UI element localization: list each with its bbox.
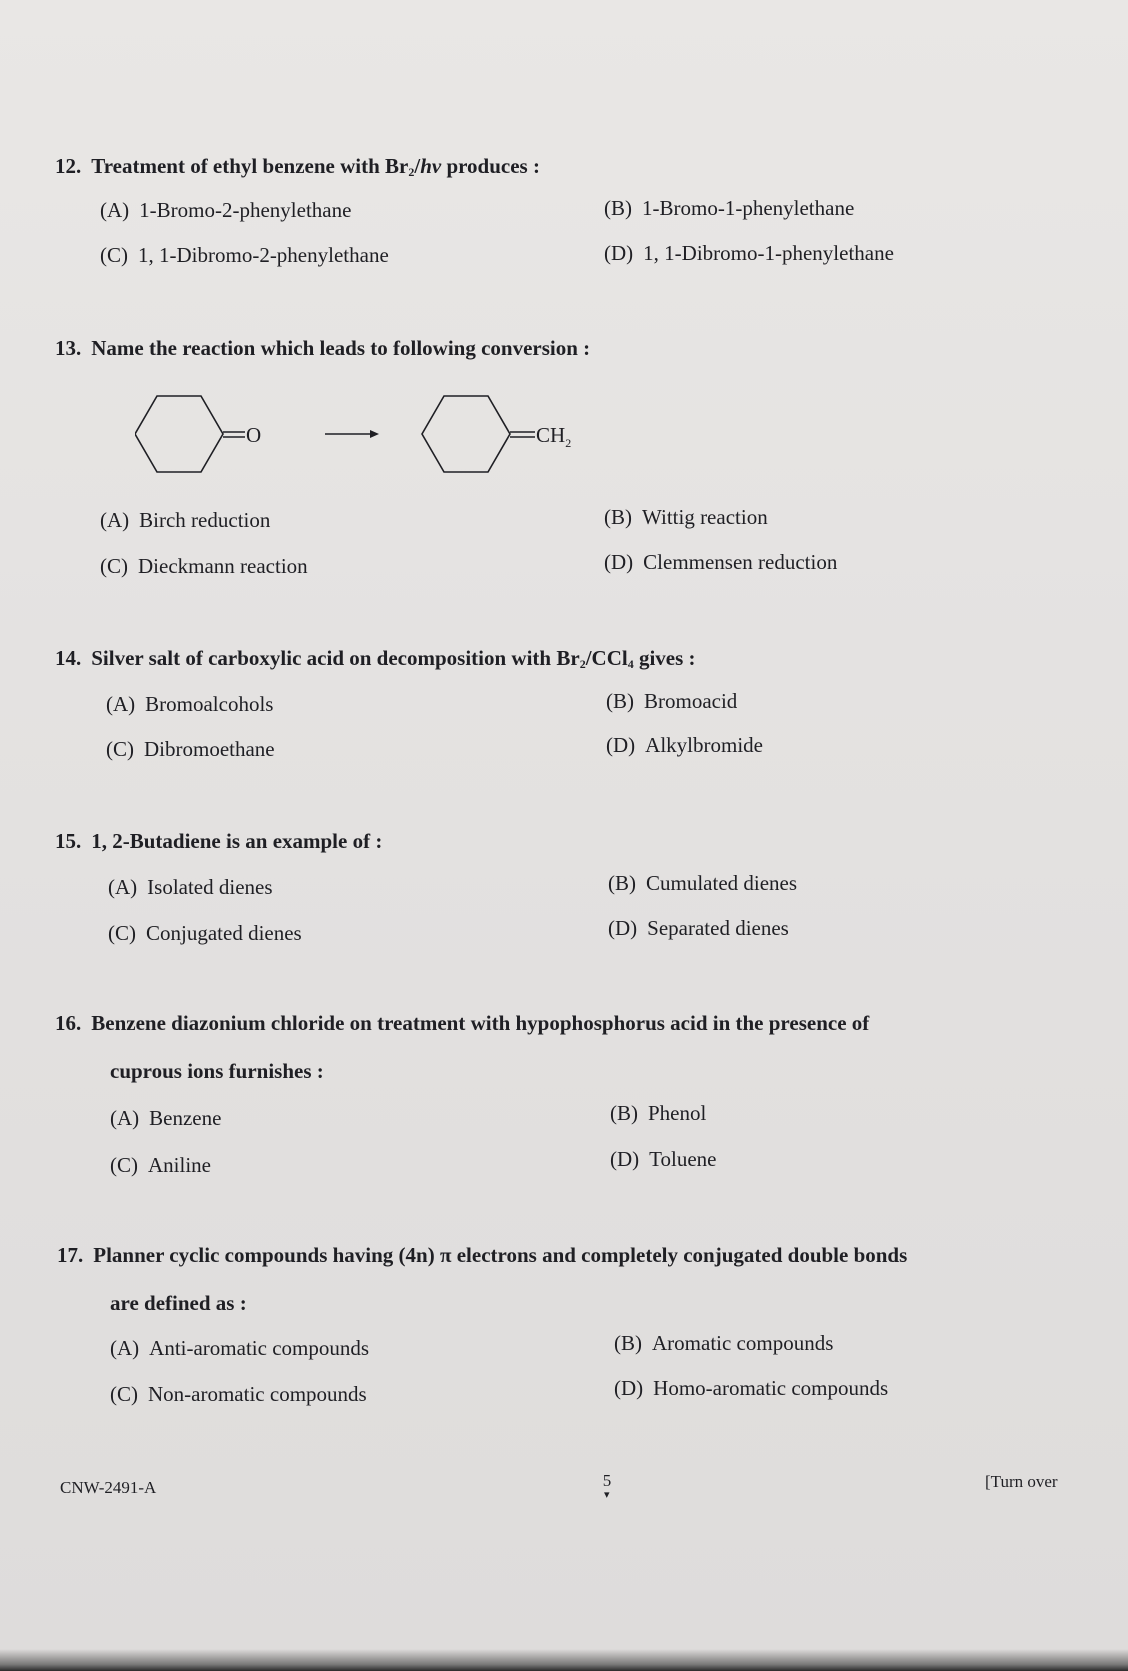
- question-number: 14.: [55, 646, 82, 670]
- option-d: (D) Separated dienes: [608, 916, 789, 940]
- turn-over-note: [Turn over: [985, 1472, 1058, 1491]
- question-13-stem: 13. Name the reaction which leads to following conversion :: [55, 336, 591, 360]
- page-number: 5: [602, 1471, 612, 1490]
- question-number: 13.: [55, 336, 82, 360]
- question-12-stem: 12. Treatment of ethyl benzene with $Br_2/hv$ produces :: [55, 154, 540, 179]
- option-d: (D) Toluene: [610, 1147, 717, 1171]
- cyclohexanone-structure: [135, 396, 245, 472]
- option-d: (D) Clemmensen reduction: [604, 550, 838, 574]
- option-b: (B) Aromatic compounds: [614, 1331, 834, 1355]
- option-d: (D) Homo-aromatic compounds: [614, 1376, 889, 1400]
- question-number: 17.: [57, 1243, 84, 1267]
- scan-edge-shadow: [0, 1649, 1128, 1671]
- down-triangle-icon: ▾: [604, 1489, 610, 1501]
- option-d: (D) 1, 1-Dibromo-1-phenylethane: [604, 241, 894, 265]
- option-b: (B) Wittig reaction: [604, 505, 768, 529]
- option-c: (C) 1, 1-Dibromo-2-phenylethane: [100, 243, 389, 267]
- question-16-stem: 16. Benzene diazonium chloride on treatment with hypophosphorus acid in the presence of: [55, 1011, 870, 1035]
- question-17-stem-continued: are defined as :: [110, 1291, 247, 1315]
- question-number: 15.: [55, 829, 82, 853]
- methylene-label: $CH_2$: [536, 423, 572, 450]
- option-a: (A) Birch reduction: [100, 508, 271, 532]
- question-number: 16.: [55, 1011, 82, 1035]
- option-c: (C) Non-aromatic compounds: [110, 1382, 367, 1406]
- question-number: 12.: [55, 154, 82, 178]
- option-a: (A) Bromoalcohols: [106, 692, 274, 716]
- option-b: (B) Phenol: [610, 1101, 707, 1125]
- methylenecyclohexane-structure: [422, 396, 535, 472]
- question-16-stem-continued: cuprous ions furnishes :: [110, 1059, 324, 1083]
- option-b: (B) 1-Bromo-1-phenylethane: [604, 196, 855, 220]
- option-a: (A) 1-Bromo-2-phenylethane: [100, 198, 352, 222]
- option-c: (C) Dibromoethane: [106, 737, 275, 761]
- option-b: (B) Bromoacid: [606, 689, 738, 713]
- option-b: (B) Cumulated dienes: [608, 871, 798, 895]
- question-15-stem: 15. 1, 2-Butadiene is an example of :: [55, 829, 383, 853]
- option-d: (D) Alkylbromide: [606, 733, 763, 757]
- option-c: (C) Conjugated dienes: [108, 921, 302, 945]
- reaction-scheme: [135, 392, 605, 492]
- option-a: (A) Benzene: [110, 1106, 222, 1130]
- question-14-stem: 14. Silver salt of carboxylic acid on decomposition with $Br_2/CCl_4$ gives :: [55, 646, 696, 671]
- paper-code: CNW-2491-A: [60, 1478, 157, 1497]
- reaction-arrow-icon: [325, 430, 379, 438]
- option-c: (C) Aniline: [110, 1153, 211, 1177]
- option-c: (C) Dieckmann reaction: [100, 554, 308, 578]
- oxygen-label: O: [246, 423, 262, 447]
- option-a: (A) Anti-aromatic compounds: [110, 1336, 370, 1360]
- question-17-stem: 17. Planner cyclic compounds having (4n) π electrons and completely conjugated double bonds: [57, 1243, 908, 1267]
- option-a: (A) Isolated dienes: [108, 875, 273, 899]
